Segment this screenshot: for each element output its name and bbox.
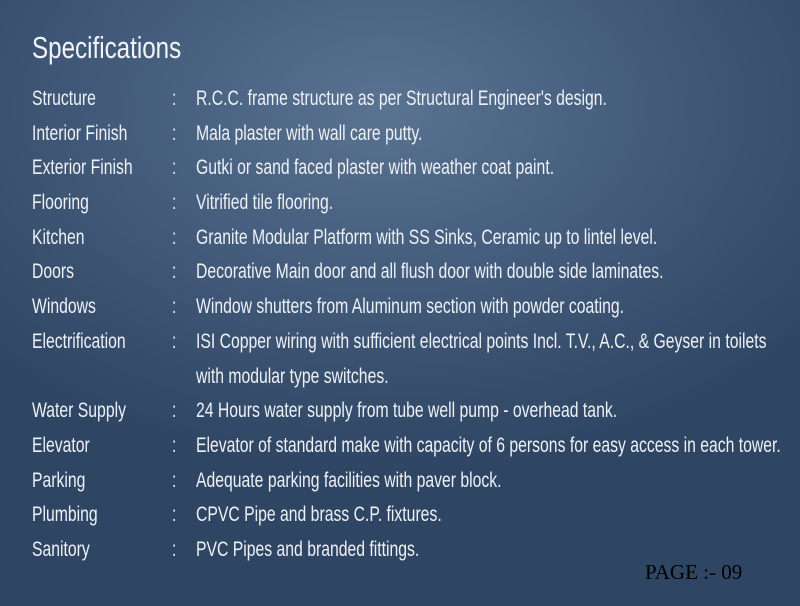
spec-value: Adequate parking facilities with paver block. xyxy=(196,468,502,492)
spec-row-windows xyxy=(32,286,792,321)
spec-row-electrification xyxy=(32,321,792,390)
spec-separator: : xyxy=(172,87,177,110)
spec-value: CPVC Pipe and brass C.P. fixtures. xyxy=(196,503,442,527)
spec-label: Elevator xyxy=(32,433,90,457)
spec-value: Vitrified tile flooring. xyxy=(196,191,334,215)
spec-label: Interior Finish xyxy=(32,121,128,145)
spec-separator: : xyxy=(172,191,177,215)
spec-separator: : xyxy=(172,468,177,492)
spec-label: Doors xyxy=(32,260,75,284)
spec-row-doors xyxy=(32,251,792,286)
spec-separator: : xyxy=(172,399,177,423)
spec-label: Exterior Finish xyxy=(32,156,133,180)
spec-value: Gutki or sand faced plaster with weather coat paint. xyxy=(196,156,555,180)
spec-value: Mala plaster with wall care putty. xyxy=(196,121,423,145)
spec-separator: : xyxy=(172,121,177,145)
spec-separator: : xyxy=(172,225,177,249)
spec-label: Plumbing xyxy=(32,503,98,527)
spec-label: Parking xyxy=(32,468,86,492)
spec-separator: : xyxy=(172,503,177,527)
page-title: Specifications xyxy=(32,30,182,65)
spec-value: Decorative Main door and all flush door with double side laminates. xyxy=(196,260,664,284)
page-number: PAGE :- 09 xyxy=(645,560,743,584)
spec-label: Structure xyxy=(32,87,96,110)
spec-label: Windows xyxy=(32,295,96,319)
spec-row-sanitory xyxy=(32,529,792,564)
spec-label: Water Supply xyxy=(32,399,126,423)
spec-row-flooring xyxy=(32,182,792,217)
spec-separator: : xyxy=(172,433,177,457)
spec-value: Window shutters from Aluminum section with powder coating. xyxy=(196,295,625,319)
spec-row-plumbing xyxy=(32,494,792,529)
spec-separator: : xyxy=(172,260,177,284)
spec-row-elevator xyxy=(32,425,792,460)
spec-value: Granite Modular Platform with SS Sinks, Ceramic up to lintel level. xyxy=(196,225,658,249)
specifications-list xyxy=(32,78,792,564)
spec-value: Elevator of standard make with capacity of 6 persons for easy access in each tower. xyxy=(196,433,781,457)
spec-row-parking xyxy=(32,460,792,495)
spec-value-continuation: with modular type switches. xyxy=(196,364,389,388)
spec-value: 24 Hours water supply from tube well pump - overhead tank. xyxy=(196,399,618,423)
spec-label: Electrification xyxy=(32,329,126,353)
spec-label: Sanitory xyxy=(32,537,90,561)
spec-label: Kitchen xyxy=(32,225,85,249)
spec-row-interior-finish xyxy=(32,113,792,148)
spec-row-kitchen xyxy=(32,217,792,252)
spec-value: PVC Pipes and branded fittings. xyxy=(196,537,420,561)
spec-separator: : xyxy=(172,537,177,561)
spec-value: R.C.C. frame structure as per Structural Engineer's design. xyxy=(196,87,607,110)
spec-row-structure xyxy=(32,78,792,113)
spec-separator: : xyxy=(172,295,177,319)
spec-label: Flooring xyxy=(32,191,89,215)
spec-separator: : xyxy=(172,329,177,353)
spec-row-exterior-finish xyxy=(32,147,792,182)
spec-separator: : xyxy=(172,156,177,180)
spec-value: ISI Copper wiring with sufficient electrical points Incl. T.V., A.C., & Geyser in toilets xyxy=(196,329,767,353)
spec-row-water-supply xyxy=(32,390,792,425)
